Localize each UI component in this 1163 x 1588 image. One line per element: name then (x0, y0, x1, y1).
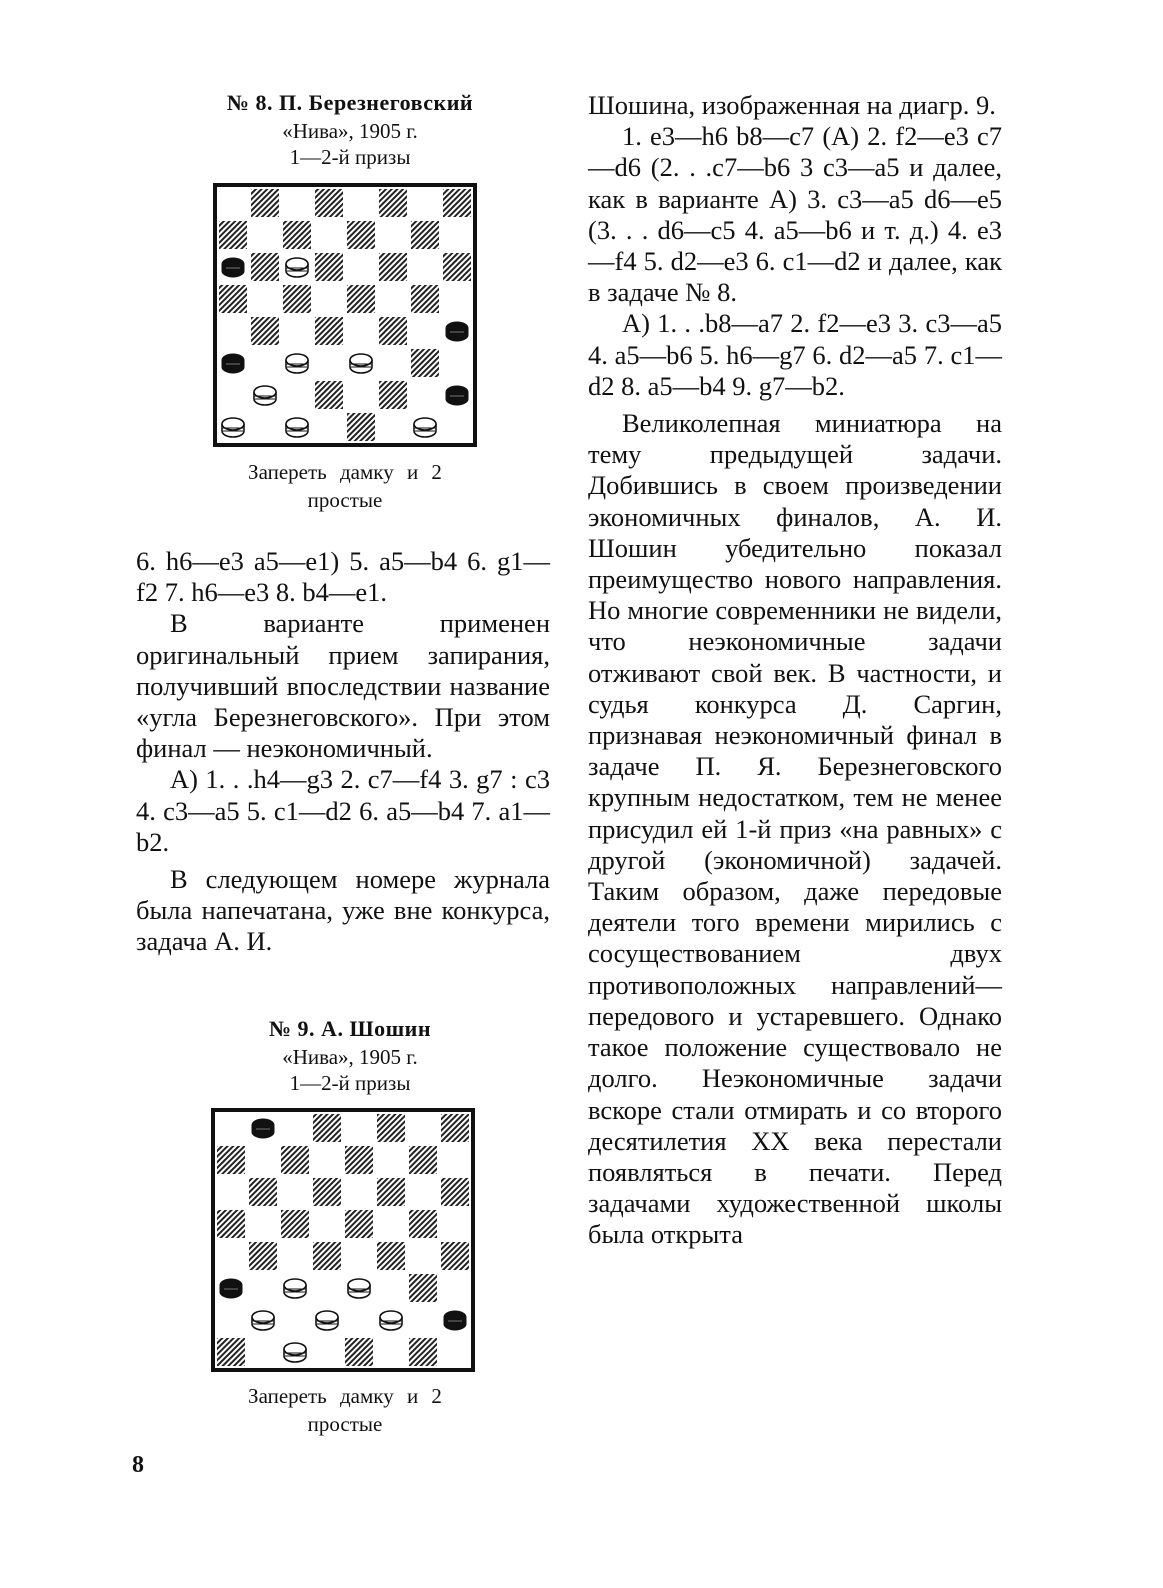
dark-square-e7 (345, 1146, 373, 1174)
problem-8-caption-line1: Запереть дамку и 2 (248, 460, 442, 484)
white-man-c3 (284, 1279, 306, 1298)
black-man-b8 (252, 1119, 274, 1138)
dark-square-g3 (411, 349, 439, 377)
white-man-d2 (316, 1311, 338, 1330)
problem-8-title: № 8. П. Березнеговский (226, 90, 474, 115)
dark-square-a5 (217, 1210, 245, 1238)
white-man-f2 (380, 1311, 402, 1330)
dark-square-b6 (249, 1178, 277, 1206)
board-9-svg (215, 1112, 471, 1368)
dark-square-f8 (377, 1114, 405, 1142)
right-paragraph-1: Шошина, изображенная на диагр. 9. (588, 90, 996, 120)
problem-9-caption-line2: простые (307, 1412, 383, 1436)
dark-square-h6 (443, 253, 471, 281)
problem-9-header (170, 1014, 530, 1096)
right-paragraph-4: Великолепная миниатюра на тему предыдущей задачи. Добившись в своем произведении экономичных финалов, А. И. Шошин убедительно показал преимущество нового направления. Но многие современники не видели, что неэкономичные задачи отживают свой век. В частности, и судья конкурса Д. Саргин, признавая неэкономичный финал в задаче П. Я. Березнеговского крупным недостатком, тем не менее присудил ей 1-й приз «на равных» с другой (экономичной) задачей. Таким образом, даже передовые деятели того времени мирились с сосуществованием двух противоположных направлений— передового и устаревшего. Однако такое положение существовало не долго. Неэкономичные задачи вскоре стали отмирать и со второго десятилетия XX века перестали появляться в печати. Перед задачами художественной школы была открыта (588, 408, 1002, 1250)
board-8-svg (217, 187, 473, 443)
dark-square-c7 (281, 1146, 309, 1174)
black-man-h2 (444, 1311, 466, 1330)
right-paragraph-3: А) 1. . .b8—a7 2. f2—e3 3. c3—a5 4. a5—b6 5. h6—g7 6. d2—a5 7. c1—d2 8. a5—b4 9. g7—b2. (588, 308, 1002, 401)
problem-8-prize: 1—2-й призы (289, 145, 411, 169)
left-paragraph-3: А) 1. . .h4—g3 2. c7—f4 3. g7 : c3 4. c3—a5 5. c1—d2 6. a5—b4 7. a1—b2. (136, 764, 550, 857)
dark-square-a7 (219, 221, 247, 249)
problem-9-caption (195, 1382, 495, 1438)
left-paragraph-4: В следующем номере журнала была напечатана, уже вне конкурса, задача А. И. (136, 864, 550, 957)
dark-square-g5 (411, 285, 439, 313)
dark-square-h8 (443, 189, 471, 217)
checkers-diagram-9 (211, 1108, 475, 1372)
dark-square-f4 (377, 1242, 405, 1270)
dark-square-g7 (411, 221, 439, 249)
dark-square-d4 (315, 317, 343, 345)
dark-square-d8 (313, 1114, 341, 1142)
white-man-e3 (348, 1279, 370, 1298)
problem-8-header (170, 88, 530, 170)
left-paragraph-2: В варианте применен оригинальный прием запирания, получивший впоследствии название «угла Березнеговского». При этом финал — неэкономичный. (136, 608, 550, 764)
dark-square-c5 (283, 285, 311, 313)
dark-square-g3 (409, 1274, 437, 1302)
dark-square-f6 (379, 253, 407, 281)
dark-square-f4 (379, 317, 407, 345)
dark-square-h8 (441, 1114, 469, 1142)
white-man-a1 (222, 418, 244, 437)
dark-square-d4 (313, 1242, 341, 1270)
white-man-c1 (286, 418, 308, 437)
page-number: 8 (132, 1452, 144, 1478)
dark-square-f6 (377, 1178, 405, 1206)
dark-square-h4 (441, 1242, 469, 1270)
dark-square-e5 (347, 285, 375, 313)
problem-8-caption-line2: простые (307, 488, 383, 512)
dark-square-a7 (217, 1146, 245, 1174)
problem-9-caption-line1: Запереть дамку и 2 (248, 1384, 442, 1408)
dark-square-e5 (345, 1210, 373, 1238)
dark-square-g1 (409, 1338, 437, 1366)
white-man-e3 (350, 354, 372, 373)
dark-square-b8 (251, 189, 279, 217)
dark-square-d6 (315, 253, 343, 281)
black-man-a3 (220, 1279, 242, 1298)
dark-square-b6 (251, 253, 279, 281)
white-man-b2 (252, 1311, 274, 1330)
dark-square-c7 (283, 221, 311, 249)
right-paragraph-2: 1. e3—h6 b8—c7 (А) 2. f2—e3 c7—d6 (2. . .c7—b6 3 c3—a5 и далее, как в варианте А) 3. c3—a5 d6—e5 (3. . . d6—c5 4. a5—b6 и т. д.) 4. e3—f4 5. d2—e3 6. c1—d2 и далее, как в задаче № 8. (588, 121, 1002, 308)
dark-square-g5 (409, 1210, 437, 1238)
problem-8-caption (195, 458, 495, 514)
black-man-h2 (446, 386, 468, 405)
black-man-a3 (222, 354, 244, 373)
dark-square-e7 (347, 221, 375, 249)
dark-square-f2 (379, 381, 407, 409)
problem-9-prize: 1—2-й призы (289, 1071, 411, 1095)
dark-square-c5 (281, 1210, 309, 1238)
dark-square-e1 (347, 413, 375, 441)
left-paragraph-1: 6. h6—e3 a5—e1) 5. a5—b4 6. g1—f2 7. h6—e3 8. b4—e1. (136, 546, 550, 608)
dark-square-b4 (251, 317, 279, 345)
dark-square-a5 (219, 285, 247, 313)
dark-square-d2 (315, 381, 343, 409)
dark-square-e1 (345, 1338, 373, 1366)
black-man-a6 (222, 258, 244, 277)
dark-square-d6 (313, 1178, 341, 1206)
dark-square-b4 (249, 1242, 277, 1270)
white-man-c6 (286, 258, 308, 277)
white-man-c1 (284, 1343, 306, 1362)
white-man-b2 (254, 386, 276, 405)
problem-8-source: «Нива», 1905 г. (282, 119, 418, 143)
left-text-column (136, 546, 550, 958)
dark-square-f8 (379, 189, 407, 217)
black-man-h4 (446, 322, 468, 341)
white-man-c3 (286, 354, 308, 373)
problem-9-title: № 9. А. Шошин (268, 1016, 432, 1041)
problem-9-source: «Нива», 1905 г. (282, 1045, 418, 1069)
white-man-g1 (414, 418, 436, 437)
dark-square-h6 (441, 1178, 469, 1206)
dark-square-g7 (409, 1146, 437, 1174)
checkers-diagram-8 (213, 183, 477, 447)
dark-square-a1 (217, 1338, 245, 1366)
dark-square-d8 (315, 189, 343, 217)
right-text-column (588, 90, 1002, 1251)
